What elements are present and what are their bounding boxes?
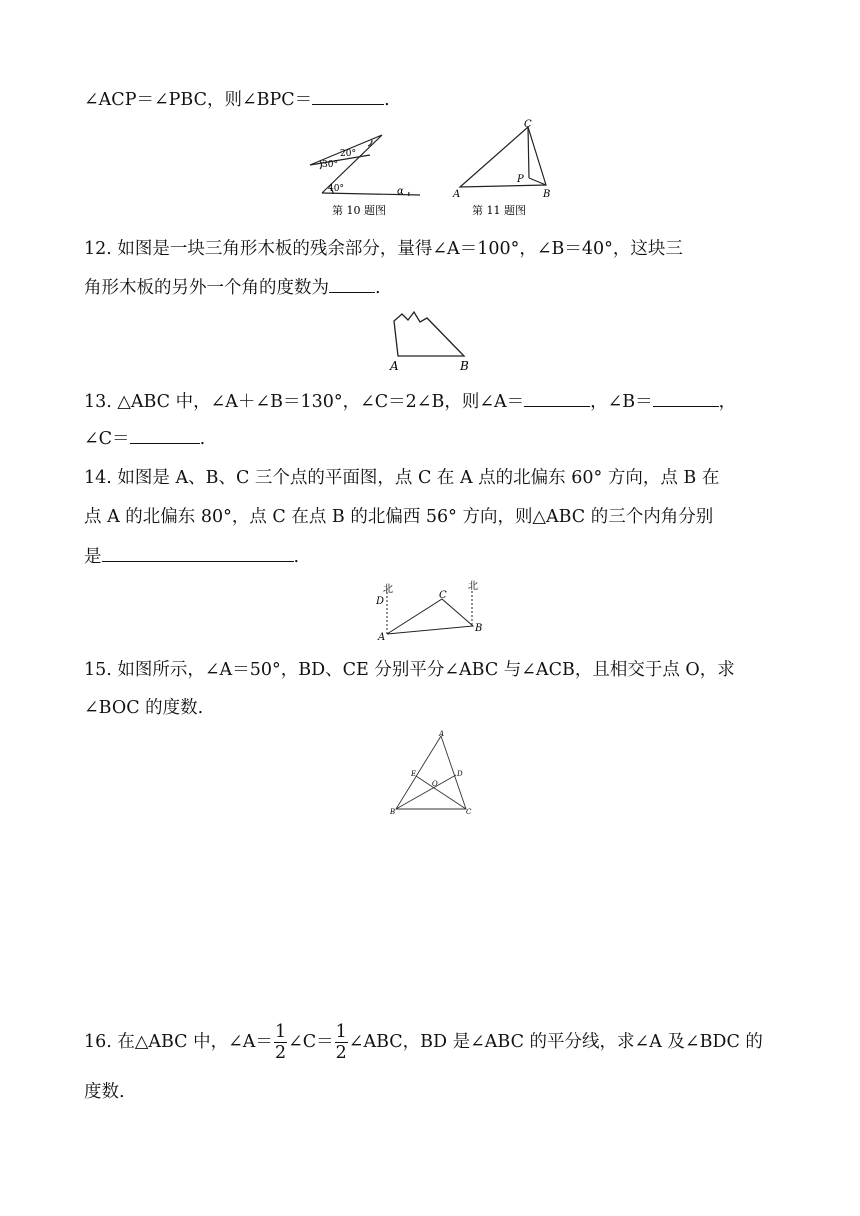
fig12-label-a: A [390, 359, 399, 373]
q13-blank-a[interactable] [524, 388, 590, 407]
q14-line2: 点 A 的北偏东 80°，点 C 在点 B 的北偏西 56° 方向，则△ABC 的三个内角分别 [84, 507, 714, 527]
fig14-label-a: A [378, 632, 386, 643]
q11-answer-blank[interactable] [312, 86, 384, 105]
q16-fraction-2: $\frac{1}{2}$ [335, 1022, 347, 1063]
fig11-label-p: P [517, 174, 524, 185]
fig15-triangle [396, 736, 466, 809]
fig12-board [394, 312, 464, 356]
fig11-label-c: C [524, 119, 532, 130]
fig11-label-b: B [543, 189, 551, 200]
q14-answer-blank[interactable] [102, 543, 294, 562]
q13-line2: ∠C＝ . [84, 425, 205, 451]
figure-12 [384, 308, 484, 376]
fig14-triangle [387, 599, 473, 634]
fig15-label-e: E [411, 770, 417, 778]
q13-line1: 13. △ABC 中，∠A＋∠B＝130°，∠C＝2∠B，则∠A＝ ，∠B＝ ， [84, 388, 736, 414]
q16-line2: 度数. [84, 1082, 125, 1102]
q14-line1: 14. 如图是 A、B、C 三个点的平面图，点 C 在 A 点的北偏东 60° 方向，点 B 在 [84, 468, 720, 488]
q16-fraction-1: $\frac{1}{2}$ [274, 1022, 287, 1063]
q12-line2: 角形木板的另外一个角的度数为 . [84, 274, 381, 300]
fig14-label-b: B [475, 623, 483, 634]
fig11-triangle [460, 127, 546, 187]
fig15-label-o: O [432, 780, 438, 788]
q12-line1: 12. 如图是一块三角形木板的残余部分，量得∠A＝100°，∠B＝40°，这块三 [84, 239, 683, 259]
figure-14 [370, 576, 494, 646]
figure-10 [300, 128, 430, 220]
q15-line2: ∠BOC 的度数. [84, 698, 204, 718]
figure-15 [384, 728, 478, 818]
fig14-north-2: 北 [468, 581, 478, 592]
fig14-label-d: D [376, 596, 385, 607]
fig15-label-c: C [466, 808, 472, 816]
q13-blank-c[interactable] [130, 425, 200, 444]
fig10-caption: 第 10 题图 [332, 204, 386, 217]
fig12-label-b: B [460, 359, 469, 373]
fig11-caption: 第 11 题图 [472, 204, 526, 217]
fig14-north-1: 北 [383, 584, 393, 595]
q11-text: ∠ACP＝∠PBC，则∠BPC＝ [84, 90, 313, 110]
fig10-label-40: 40° [328, 184, 344, 194]
fig15-label-a: A [439, 730, 445, 738]
fig10-label-alpha: α [397, 186, 404, 197]
q13-blank-b[interactable] [653, 388, 719, 407]
figure-11 [450, 118, 570, 220]
fig15-label-d: D [457, 770, 463, 778]
fig11-label-a: A [453, 189, 461, 200]
q15-line1: 15. 如图所示，∠A＝50°，BD、CE 分别平分∠ABC 与∠ACB，且相交于点 O，求 [84, 660, 735, 680]
q14-line3: 是 . [84, 543, 299, 569]
q11-line: ∠ACP＝∠PBC，则∠BPC＝ . [84, 86, 390, 112]
fig15-label-b: B [390, 808, 396, 816]
q12-answer-blank[interactable] [329, 274, 375, 293]
q16-line1: 16. 在△ABC 中，∠A＝ $\frac{1}{2}$ ∠C＝ $\frac{1}{2}$ ∠ABC，BD 是∠ABC 的平分线，求∠A 及∠BDC 的 [84, 1022, 763, 1063]
fig10-label-30: 30° [322, 160, 338, 170]
fig14-label-c: C [439, 590, 447, 601]
fig10-label-20: 20° [340, 149, 356, 159]
